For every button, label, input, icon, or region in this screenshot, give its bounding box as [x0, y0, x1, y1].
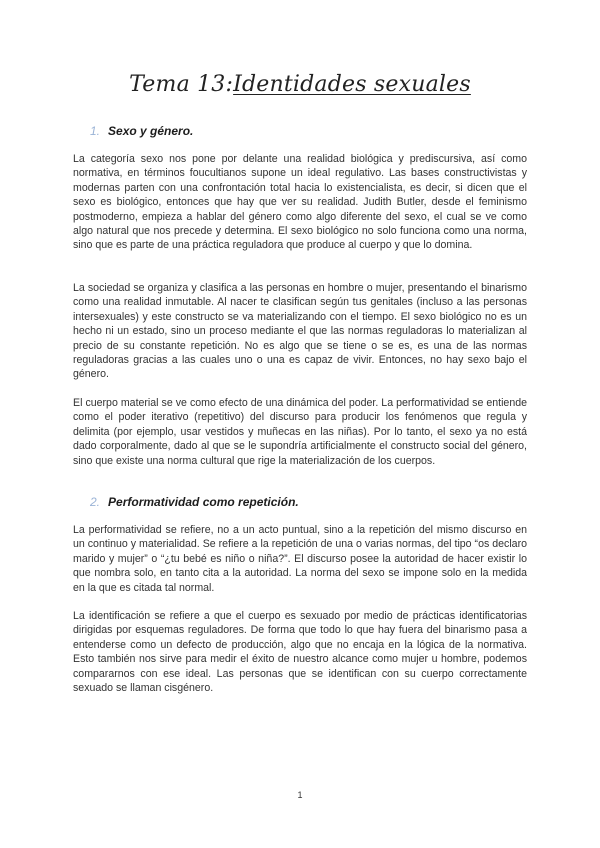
paragraph: La sociedad se organiza y clasifica a las personas en hombre o mujer, presentando el binarismo como una realidad inmutable. Al nacer te clasifican según tus genitales (incluso a las personas intersexuales) y este constructo se va materializando con el tiempo. El sexo biológico no es un hecho ni un estado, sino un proceso mediante el que las normas reguladoras lo materializan al precio de su constante repetición. No es algo que se tiene o se es, es una de las normas reguladoras gracias a las cuales uno o una es capaz de vivir. Entonces, no hay sexo bajo el género.: [73, 282, 527, 381]
section-number: 1.: [90, 124, 101, 138]
paragraph: La performatividad se refiere, no a un acto puntual, sino a la repetición del mismo discurso en un continuo y materialidad. Se refiere a la repetición de una o varias normas, del tipo “os declaro marido y mujer” o “¿tu bebé es niño o niña?”. El discurso posee la autoridad de hacer existir lo que nombra solo, en tanto cita a la autoridad. La norma del sexo se impone solo en la medida en la que es citada tal normal.: [73, 524, 527, 594]
paragraph: La identificación se refiere a que el cuerpo es sexuado por medio de prácticas identificatorias dirigidas por esquemas reguladores. De forma que todo lo que hay fuera del binarismo pasa a entenderse como un defecto de producción, algo que no encaja en la lógica de la normativa. Esto también nos sirve para medir el éxito de nuestro alcance como mujer u hombre, podemos compararnos con ese ideal. Las personas que se identifican con su cuerpo correctamente sexuado se llaman cisgénero.: [73, 610, 527, 695]
section-heading: [90, 495, 299, 509]
page-number: 1: [297, 790, 303, 800]
section-title: Performatividad como repetición.: [108, 495, 299, 509]
paragraph: El cuerpo material se ve como efecto de una dinámica del poder. La performatividad se entiende como el poder iterativo (repetitivo) del discurso para producir los fenómenos que regula y delimita (por ejemplo, usar vestidos y muñecas en las niñas). Por lo tanto, el sexo ya no está dado corporalmente, dado al que se le supondría artificialmente el constructo social del género, sino que existe una norma cultural que rige la materialización de los cuerpos.: [73, 397, 527, 467]
section-title: Sexo y género.: [108, 124, 194, 138]
paragraph: La categoría sexo nos pone por delante una realidad biológica y prediscursiva, así como normativa, en términos foucultianos supone un ideal regulativo. Las bases constructivistas y modernas parten con una confrontación total hacia lo existencialista, es decir, si dicen que el sexo es biológico, entonces que hay que ver su realidad. Judith Butler, desde el feminismo postmoderno, empieza a hablar del género como algo diferente del sexo, el cual se ve como algo natural que nos precede y determina. El sexo biológico no solo funciona como una norma, sino que es parte de una práctica reguladora que produce al cuerpo y que lo domina.: [73, 153, 527, 252]
section-number: 2.: [90, 495, 101, 509]
document-title: [0, 72, 600, 97]
section-heading: [90, 124, 193, 138]
title-subject: Identidades sexuales: [233, 72, 471, 97]
title-prefix: Tema 13:: [129, 72, 234, 97]
